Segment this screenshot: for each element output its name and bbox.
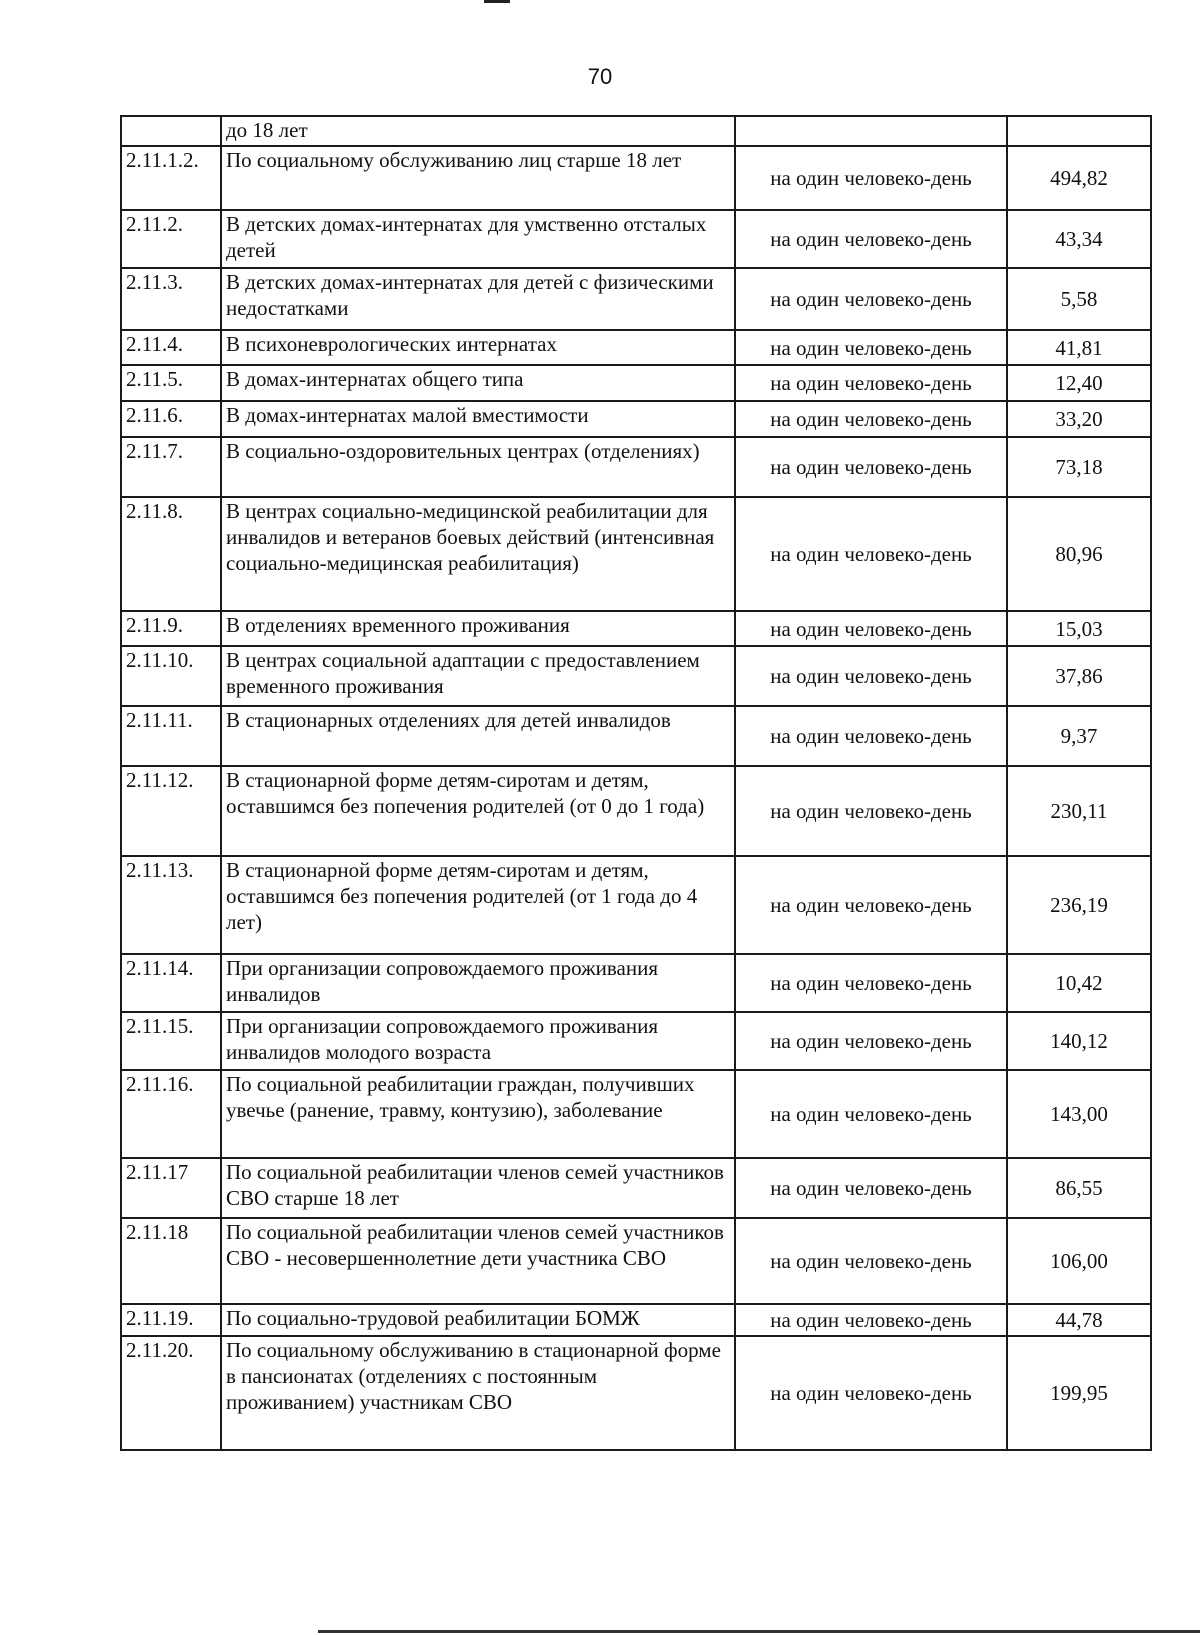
- row-number: 2.11.19.: [121, 1304, 221, 1336]
- row-description: В стационарной форме детям-сиротам и детям, оставшимся без попечения родителей (от 1 года до 4 лет): [221, 856, 735, 954]
- row-description: В отделениях временного проживания: [221, 611, 735, 646]
- top-scan-mark: [484, 0, 510, 3]
- row-unit: на один человеко-день: [735, 330, 1007, 365]
- row-number: 2.11.2.: [121, 210, 221, 268]
- row-unit: на один человеко-день: [735, 954, 1007, 1012]
- table-row: [121, 365, 1151, 401]
- table-row: [121, 856, 1151, 954]
- row-unit: на один человеко-день: [735, 1218, 1007, 1304]
- row-value: 140,12: [1007, 1012, 1151, 1070]
- row-value: 12,40: [1007, 365, 1151, 401]
- row-value: 15,03: [1007, 611, 1151, 646]
- table-row: [121, 766, 1151, 856]
- row-value: 41,81: [1007, 330, 1151, 365]
- row-number: 2.11.8.: [121, 497, 221, 611]
- row-description: При организации сопровождаемого проживания инвалидов молодого возраста: [221, 1012, 735, 1070]
- row-number: 2.11.1.2.: [121, 146, 221, 210]
- row-value: 143,00: [1007, 1070, 1151, 1158]
- table-row: [121, 706, 1151, 766]
- row-unit: на один человеко-день: [735, 210, 1007, 268]
- row-number: 2.11.20.: [121, 1336, 221, 1450]
- row-description: По социальной реабилитации членов семей участников СВО старше 18 лет: [221, 1158, 735, 1218]
- table-row: [121, 954, 1151, 1012]
- table-row: [121, 611, 1151, 646]
- row-number: 2.11.6.: [121, 401, 221, 437]
- row-unit: на один человеко-день: [735, 706, 1007, 766]
- row-unit: на один человеко-день: [735, 646, 1007, 706]
- row-value: 80,96: [1007, 497, 1151, 611]
- row-value: 86,55: [1007, 1158, 1151, 1218]
- row-number: 2.11.9.: [121, 611, 221, 646]
- row-description: В центрах социальной адаптации с предоставлением временного проживания: [221, 646, 735, 706]
- row-description: По социальной реабилитации членов семей участников СВО - несовершеннолетние дети участника СВО: [221, 1218, 735, 1304]
- row-value: 44,78: [1007, 1304, 1151, 1336]
- row-unit: на один человеко-день: [735, 146, 1007, 210]
- row-number: 2.11.3.: [121, 268, 221, 330]
- row-number: 2.11.4.: [121, 330, 221, 365]
- row-number: 2.11.13.: [121, 856, 221, 954]
- row-value: 5,58: [1007, 268, 1151, 330]
- bottom-scan-line: [318, 1630, 1200, 1633]
- row-value: 43,34: [1007, 210, 1151, 268]
- row-unit: на один человеко-день: [735, 856, 1007, 954]
- page-number: 70: [587, 64, 613, 89]
- row-number: 2.11.15.: [121, 1012, 221, 1070]
- row-description: В социально-оздоровительных центрах (отделениях): [221, 437, 735, 497]
- row-unit: на один человеко-день: [735, 766, 1007, 856]
- row-description: По социальному обслуживанию в стационарной форме в пансионатах (отделениях с постоянным проживанием) участникам СВО: [221, 1336, 735, 1450]
- row-number: 2.11.5.: [121, 365, 221, 401]
- row-value: 494,82: [1007, 146, 1151, 210]
- row-description: По социально-трудовой реабилитации БОМЖ: [221, 1304, 735, 1336]
- table-row: [121, 401, 1151, 437]
- row-description: По социальному обслуживанию лиц старше 18 лет: [221, 146, 735, 210]
- table-row: [121, 1336, 1151, 1450]
- row-unit: на один человеко-день: [735, 1012, 1007, 1070]
- tariff-table: [120, 115, 1152, 1451]
- row-value: 9,37: [1007, 706, 1151, 766]
- row-value: 10,42: [1007, 954, 1151, 1012]
- row-unit: на один человеко-день: [735, 1158, 1007, 1218]
- row-value: 37,86: [1007, 646, 1151, 706]
- row-unit: на один человеко-день: [735, 437, 1007, 497]
- table-row: [121, 116, 1151, 146]
- row-description: до 18 лет: [221, 116, 735, 146]
- row-unit: на один человеко-день: [735, 611, 1007, 646]
- row-description: В психоневрологических интернатах: [221, 330, 735, 365]
- row-number: 2.11.7.: [121, 437, 221, 497]
- table-row: [121, 1304, 1151, 1336]
- table-row: [121, 646, 1151, 706]
- row-unit: на один человеко-день: [735, 268, 1007, 330]
- table-row: [121, 437, 1151, 497]
- row-value: 106,00: [1007, 1218, 1151, 1304]
- table-row: [121, 1070, 1151, 1158]
- row-value: 73,18: [1007, 437, 1151, 497]
- row-description: В детских домах-интернатах для умственно отсталых детей: [221, 210, 735, 268]
- row-value: 230,11: [1007, 766, 1151, 856]
- row-number: [121, 116, 221, 146]
- row-number: 2.11.12.: [121, 766, 221, 856]
- row-unit: на один человеко-день: [735, 401, 1007, 437]
- row-description: В стационарной форме детям-сиротам и детям, оставшимся без попечения родителей (от 0 до 1 года): [221, 766, 735, 856]
- table-row: [121, 1218, 1151, 1304]
- row-number: 2.11.18: [121, 1218, 221, 1304]
- row-unit: на один человеко-день: [735, 365, 1007, 401]
- row-unit: на один человеко-день: [735, 1336, 1007, 1450]
- row-value: 236,19: [1007, 856, 1151, 954]
- row-description: В центрах социально-медицинской реабилитации для инвалидов и ветеранов боевых действий (интенсивная социально-медицинская реабилитация): [221, 497, 735, 611]
- table-row: [121, 210, 1151, 268]
- row-description: В стационарных отделениях для детей инвалидов: [221, 706, 735, 766]
- row-number: 2.11.16.: [121, 1070, 221, 1158]
- table-row: [121, 497, 1151, 611]
- table-row: [121, 268, 1151, 330]
- table-row: [121, 146, 1151, 210]
- row-description: В домах-интернатах малой вместимости: [221, 401, 735, 437]
- row-number: 2.11.10.: [121, 646, 221, 706]
- table-row: [121, 330, 1151, 365]
- row-number: 2.11.14.: [121, 954, 221, 1012]
- row-value: 199,95: [1007, 1336, 1151, 1450]
- row-description: В домах-интернатах общего типа: [221, 365, 735, 401]
- row-number: 2.11.11.: [121, 706, 221, 766]
- row-description: В детских домах-интернатах для детей с физическими недостатками: [221, 268, 735, 330]
- table-row: [121, 1158, 1151, 1218]
- row-description: По социальной реабилитации граждан, получивших увечье (ранение, травму, контузию), заболевание: [221, 1070, 735, 1158]
- row-unit: на один человеко-день: [735, 1304, 1007, 1336]
- row-description: При организации сопровождаемого проживания инвалидов: [221, 954, 735, 1012]
- row-unit: на один человеко-день: [735, 497, 1007, 611]
- row-number: 2.11.17: [121, 1158, 221, 1218]
- row-unit: на один человеко-день: [735, 1070, 1007, 1158]
- row-unit: [735, 116, 1007, 146]
- table-row: [121, 1012, 1151, 1070]
- row-value: 33,20: [1007, 401, 1151, 437]
- row-value: [1007, 116, 1151, 146]
